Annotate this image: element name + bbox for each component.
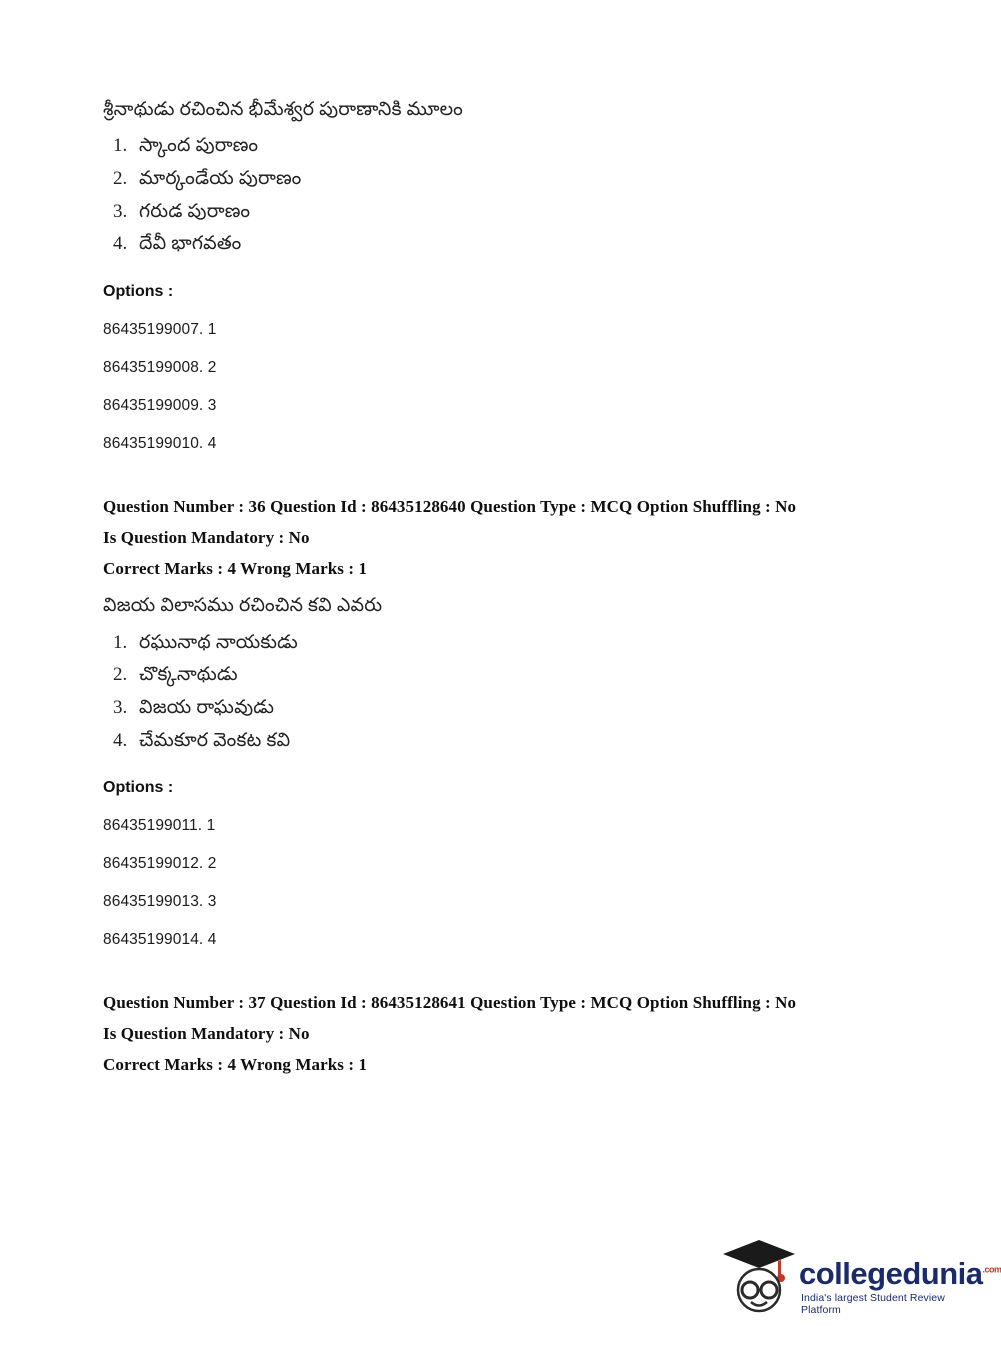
question-choices	[103, 130, 901, 261]
choice-text: రఘునాథ నాయకుడు	[139, 631, 298, 653]
choice-item	[113, 692, 901, 725]
choice-text: స్కాంద పురాణం	[139, 135, 259, 157]
choice-item	[113, 627, 901, 660]
question-stem: విజయ విలాసము రచించిన కవి ఎవరు	[103, 595, 383, 617]
question-choices	[103, 627, 901, 758]
question-mandatory-line: Is Question Mandatory : No	[103, 528, 310, 548]
options-label: Options :	[103, 283, 174, 301]
logo-domain-suffix: .com	[982, 1264, 1001, 1275]
choice-number: 4.	[113, 729, 128, 751]
question-block	[103, 993, 901, 1075]
choice-item	[113, 163, 901, 196]
question-meta-line: Question Number : 37 Question Id : 86435128641 Question Type : MCQ Option Shuffling : No	[103, 993, 797, 1013]
option-id-line: 86435199008. 2	[103, 359, 217, 377]
question-block	[103, 497, 901, 949]
choice-text: చేమకూర వెంకట కవి	[139, 729, 291, 751]
option-id-line: 86435199012. 2	[103, 855, 217, 873]
question-marks-line: Correct Marks : 4 Wrong Marks : 1	[103, 1055, 368, 1075]
graduate-mascot-icon	[721, 1234, 797, 1316]
logo-tagline: India's largest Student Review Platform	[801, 1292, 945, 1316]
option-id-line: 86435199013. 3	[103, 893, 217, 911]
option-id-line: 86435199007. 1	[103, 321, 217, 339]
choice-text: విజయ రాఘవుడు	[139, 696, 275, 718]
option-id-line: 86435199014. 4	[103, 931, 217, 949]
choice-number: 4.	[113, 233, 128, 255]
choice-item	[113, 659, 901, 692]
option-id-line: 86435199009. 3	[103, 397, 217, 415]
question-marks-line: Correct Marks : 4 Wrong Marks : 1	[103, 559, 368, 579]
option-id-line: 86435199010. 4	[103, 435, 217, 453]
choice-text: గరుడ పురాణం	[139, 200, 251, 222]
question-stem: శ్రీనాథుడు రచించిన భీమేశ్వర పురాణానికి మూలం	[103, 99, 463, 120]
choice-text: దేవీ భాగవతం	[139, 233, 242, 255]
choice-item	[113, 196, 901, 229]
collegedunia-watermark	[721, 1234, 1001, 1320]
question-meta-line: Question Number : 36 Question Id : 86435128640 Question Type : MCQ Option Shuffling : No	[103, 497, 797, 517]
question-block	[103, 95, 901, 453]
choice-item	[113, 130, 901, 163]
choice-number: 1.	[113, 135, 128, 157]
choice-number: 2.	[113, 168, 128, 190]
question-mandatory-line: Is Question Mandatory : No	[103, 1024, 310, 1044]
logo-name: collegedunia	[799, 1256, 983, 1291]
choice-number: 3.	[113, 200, 128, 222]
options-label: Options :	[103, 779, 174, 797]
choice-number: 1.	[113, 631, 128, 653]
choice-text: మార్కండేయ పురాణం	[139, 168, 302, 190]
logo-wordmark	[799, 1256, 1001, 1292]
choice-number: 2.	[113, 664, 128, 686]
choice-number: 3.	[113, 696, 128, 718]
choice-item	[113, 725, 901, 758]
choice-item	[113, 228, 901, 261]
choice-text: చొక్కనాథుడు	[139, 664, 238, 686]
option-id-line: 86435199011. 1	[103, 817, 216, 835]
